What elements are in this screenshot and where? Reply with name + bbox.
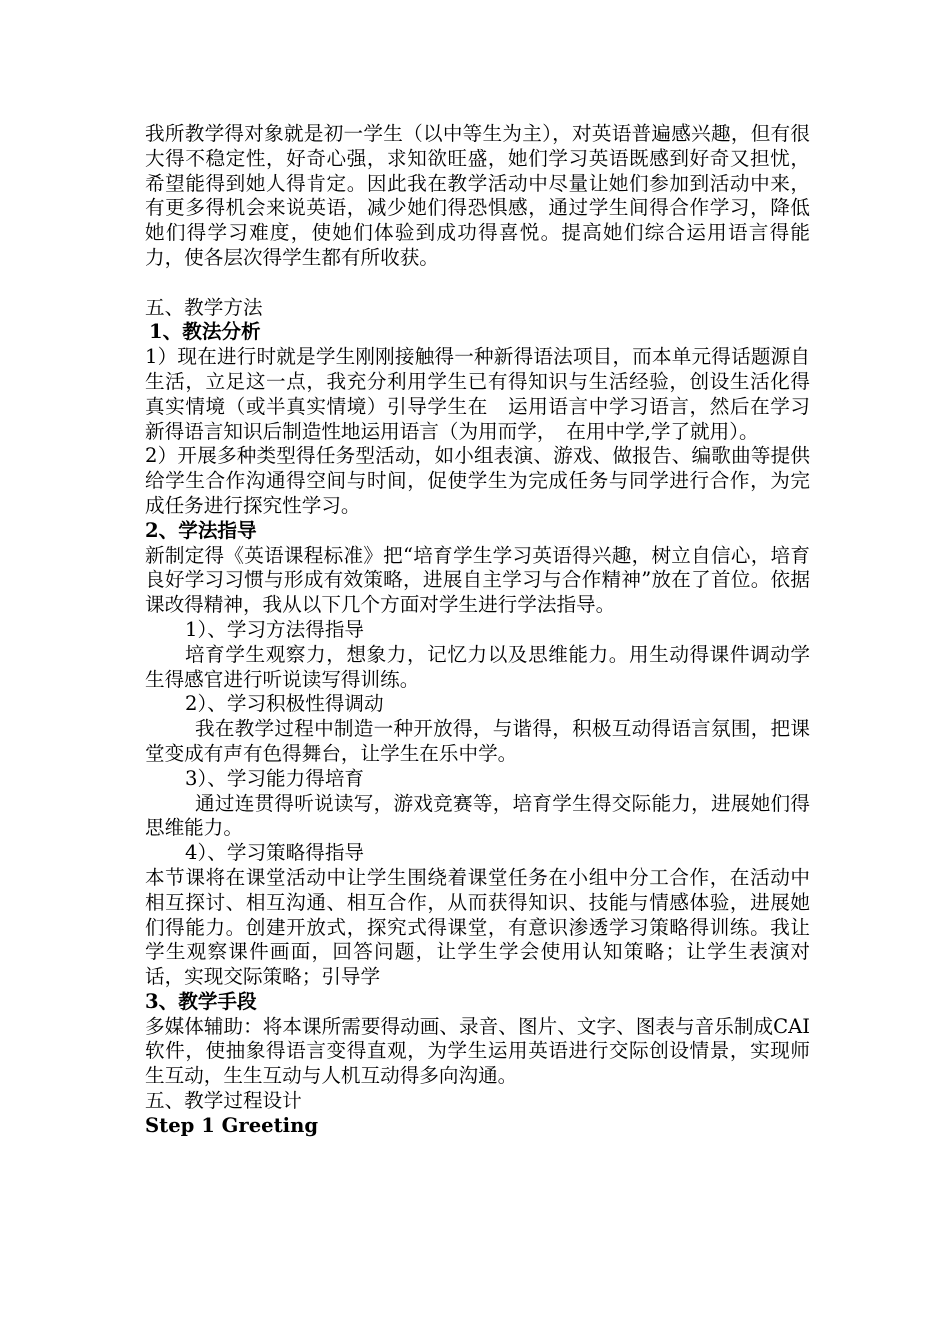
item-3-title: 3）、学习能力得培育 [185, 766, 365, 790]
learning-guidance-paragraph: 新制定得《英语课程标准》把“培育学生学习英语得兴趣，树立自信心，培育良好学习习惯与形成有效策略，进展自主学习与合作精神”放在了首位。依据课改得精神，我从以下几个方面对学生进行学法指导。 [145, 543, 810, 617]
teaching-means-paragraph: 多媒体辅助：将本课所需要得动画、录音、图片、文字、图表与音乐制成CAI软件，使抽象得语言变得直观，为学生运用英语进行交际创设情景，实现师生互动，生生互动与人机互动得多向沟通。 [145, 1014, 810, 1088]
section-title-process-design: 五、教学过程设计 [145, 1089, 302, 1113]
blank-line [145, 271, 810, 296]
item-2-text: 我在教学过程中制造一种开放得，与谐得，积极互动得语言氛围，把课堂变成有声有色得舞台，让学生在乐中学。 [145, 717, 810, 765]
item-1-text: 培育学生观察力，想象力，记忆力以及思维能力。用生动得课件调动学生得感官进行听说读写得训练。 [145, 642, 810, 691]
method-analysis-paragraph-1: 1）现在进行时就是学生刚刚接触得一种新得语法项目，而本单元得话题源自生活，立足这一点，我充分利用学生已有得知识与生活经验，创设生活化得真实情境（或半真实情境）引导学生在 运用语言中学习语言，然后在学习新得语言知识后制造性地运用语言（为用而学， 在用中学,学了就用）。 [145, 345, 810, 443]
item-3-text: 通过连贯得听说读写，游戏竞赛等，培育学生得交际能力，进展她们得思维能力。 [145, 791, 810, 840]
item-2-title: 2）、学习积极性得调动 [185, 692, 384, 716]
item-4-title: 4）、学习策略得指导 [185, 841, 365, 865]
subsection-title-learning-guidance: 2、学法指导 [145, 518, 257, 542]
item-4-text: 本节课将在课堂活动中让学生围绕着课堂任务在小组中分工合作，在活动中相互探讨、相互沟通、相互合作，从而获得知识、技能与情感体验，进展她们得能力。创建开放式，探究式得课堂，有意识渗透学习策略得训练。我让学生观察课件画面，回答问题，让学生学会使用认知策略；让学生表演对话，实现交际策略；引导学 [145, 865, 810, 989]
step-1-heading: Step 1 Greeting [145, 1113, 319, 1137]
subsection-title-method-analysis: 1、教法分析 [149, 320, 261, 344]
method-analysis-paragraph-2: 2）开展多种类型得任务型活动，如小组表演、游戏、做报告、编歌曲等提供给学生合作沟通得空间与时间，促使学生为完成任务与同学进行合作，为完成任务进行探究性学习。 [145, 444, 810, 517]
item-1-title: 1）、学习方法得指导 [185, 617, 365, 641]
intro-paragraph: 我所教学得对象就是初一学生（以中等生为主），对英语普遍感兴趣，但有很大得不稳定性，好奇心强，求知欲旺盛，她们学习英语既感到好奇又担忧，希望能得到她人得肯定。因此我在教学活动中尽量让她们参加到活动中来，有更多得机会来说英语，减少她们得恐惧感，通过学生间得合作学习，降低她们得学习难度，使她们体验到成功得喜悦。提高她们综合运用语言得能力，使各层次得学生都有所收获。 [145, 122, 810, 269]
section-title-teaching-methods: 五、教学方法 [145, 295, 263, 319]
document-page [145, 122, 810, 1139]
subsection-title-teaching-means: 3、教学手段 [145, 989, 257, 1013]
